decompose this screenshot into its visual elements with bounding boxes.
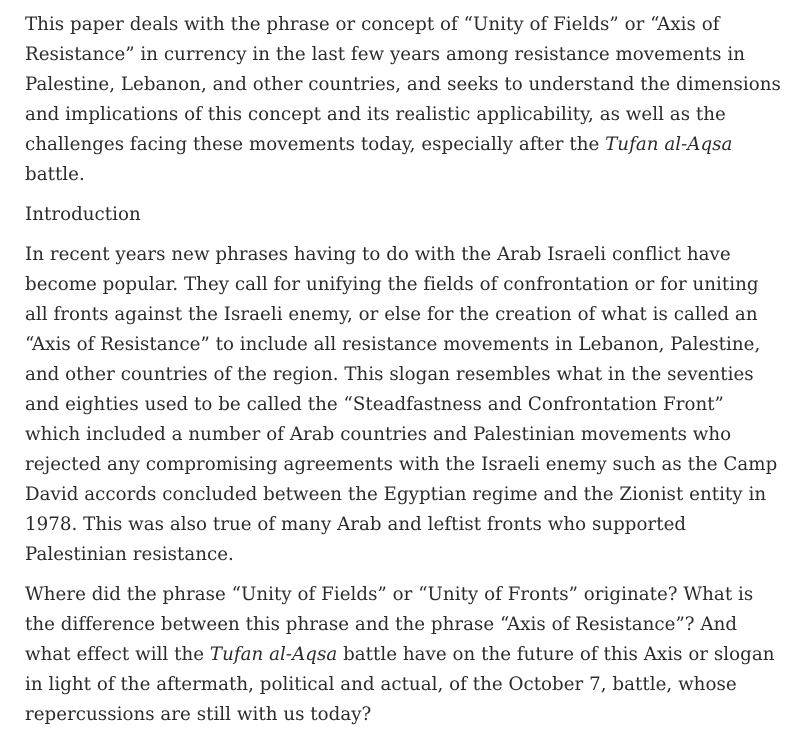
abstract-text-start: This paper deals with the phrase or concept of “Unity of Fields” or “Axis of Resistance” in currency in the last few years among resistance movements in Palestine, Lebanon, and other countries, and seeks to understand the dimensions and implications of this concept and its realistic applicability, as well as the challenges facing these movements today, especially after the xyxy=(25,14,781,155)
introduction-paragraph-2 xyxy=(25,580,781,730)
abstract-text-end: battle. xyxy=(25,164,85,185)
intro-p2-text-start: Where did the phrase “Unity of Fields” or “Unity of Fronts” originate? What is the difference between this phrase and the phrase “Axis of Resistance”? And what effect will the xyxy=(25,584,754,665)
abstract-paragraph xyxy=(25,10,781,190)
abstract-emphasis: Tufan al-Aqsa xyxy=(605,134,733,155)
introduction-heading: Introduction xyxy=(25,204,141,225)
intro-p2-emphasis: Tufan al-Aqsa xyxy=(209,644,338,665)
introduction-paragraph-1: In recent years new phrases having to do with the Arab Israeli conflict have become popular. They call for unifying the fields of confrontation or for uniting all fronts against the Israeli enemy, or else for the creation of what is called an “Axis of Resistance” to include all resistance movements in Lebanon, Palestine, and other countries of the region. This slogan resembles what in the seventies and eighties used to be called the “Steadfastness and Confrontation Front” which included a number of Arab countries and Palestinian movements who rejected any compromising agreements with the Israeli enemy such as the Camp David accords concluded between the Egyptian regime and the Zionist entity in 1978. This was also true of many Arab and leftist fronts who supported Palestinian resistance. xyxy=(25,244,778,565)
intro-p2-text-end: battle have on the future of this Axis or slogan in light of the aftermath, political and actual, of the October 7, battle, whose repercussions are still with us today? xyxy=(25,644,775,725)
